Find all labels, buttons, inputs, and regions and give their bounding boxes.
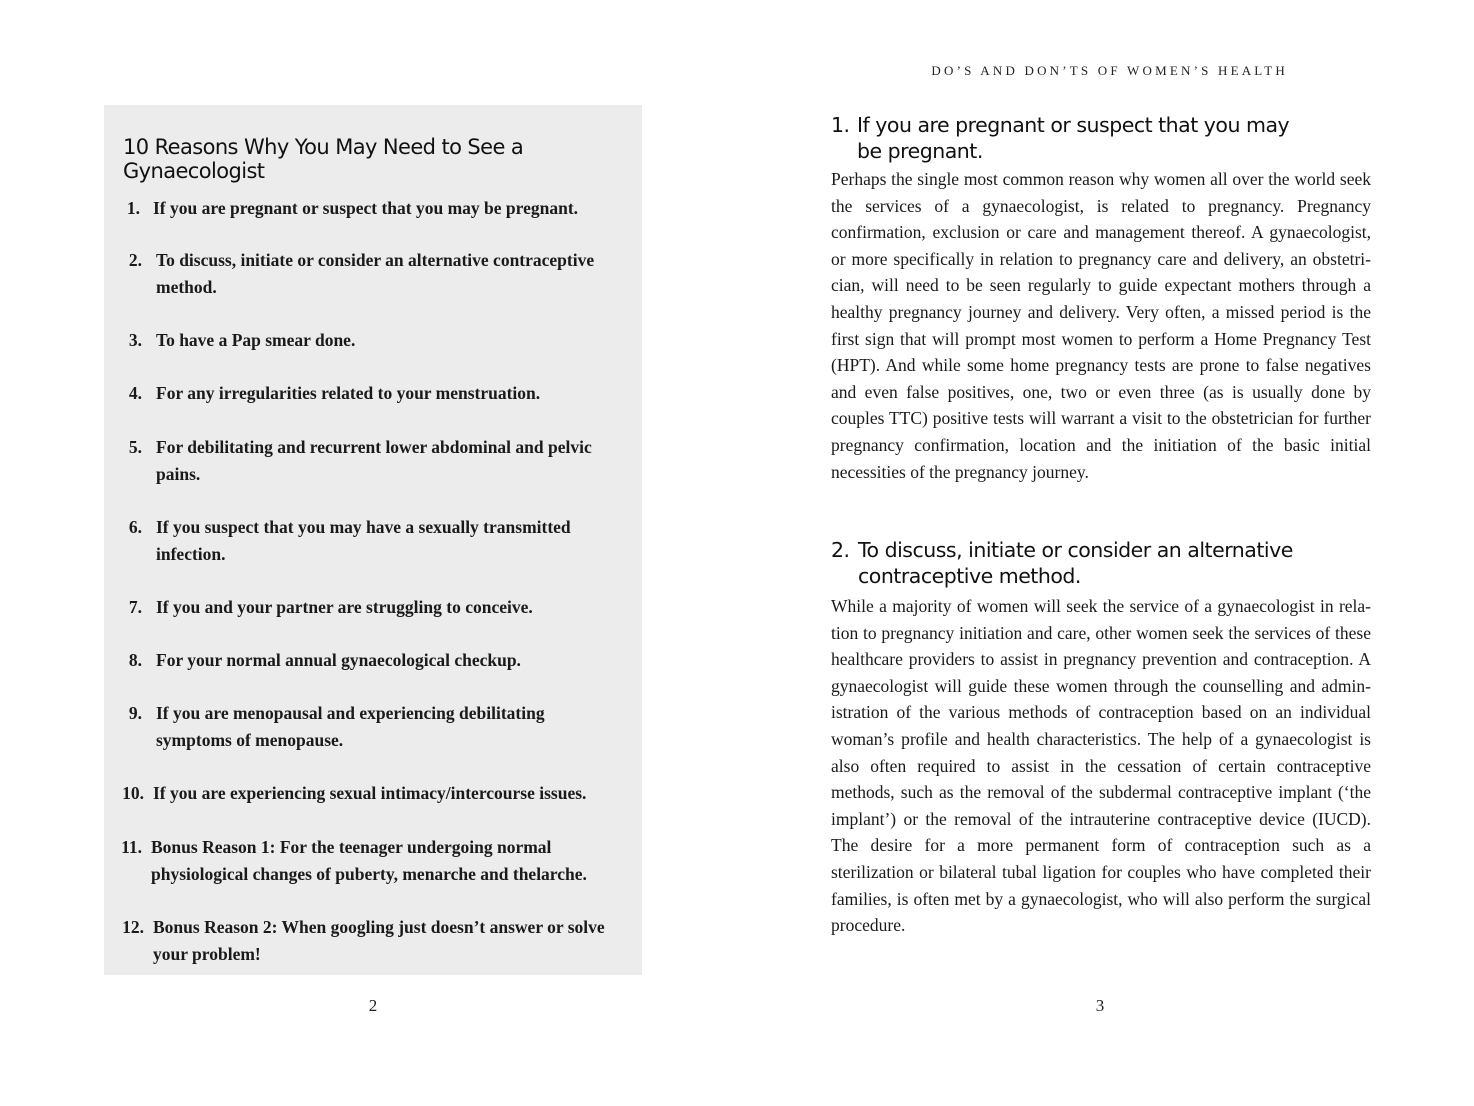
reason-number: 10. — [122, 783, 144, 803]
right-page — [737, 0, 1474, 1106]
reason-number: 3. — [128, 330, 142, 350]
reason-text: If you and your partner are struggling to conceive. — [156, 597, 533, 617]
reason-text: To have a Pap smear done. — [156, 330, 356, 350]
reason-text: For debilitating and recurrent lower abdominal and pelvic pains. — [156, 437, 592, 484]
reason-text: If you are pregnant or suspect that you may be pregnant. — [153, 198, 579, 218]
reason-text: If you are menopausal and experiencing debilitating symptoms of menopause. — [156, 703, 545, 750]
sidebar-title: 10 Reasons Why You May Need to See a Gynaecologist — [123, 135, 524, 183]
section-number: 2. — [831, 538, 850, 562]
reason-number: 4. — [128, 383, 142, 403]
section-heading — [831, 537, 1301, 589]
running-head: DO’S AND DON’TS OF WOMEN’S HEALTH — [931, 63, 1288, 78]
section-body: Perhaps the single most common reason why women all over the world seek the services of a gynaecologist, is related to pregnancy. Pregnancy confirmation, exclusion or care and management thereof. A gynaecologist, or more specifically in relation to pregnancy care and delivery, an obstetrician, will need to be seen regularly to guide expectant mothers through a healthy pregnancy journey and delivery. Very often, a missed period is the first sign that will prompt most women to perform a Home Pregnancy Test (HPT). And while some home pregnancy tests are prone to false negatives and even false positives, one, two or even three (as is usually done by couples TTC) positive tests will warrant a visit to the obstetrician for further pregnancy confirmation, location and the initiation of the basic initial necessities of the pregnancy journey. — [831, 169, 1371, 482]
section-body: While a majority of women will seek the service of a gynaecologist in relation to pregnancy initiation and care, other women seek the services of these healthcare providers to assist in pregnancy prevention and contraception. A gynaecologist will guide these women through the counselling and administration of the various methods of contraception based on an individual woman’s profile and health characteristics. The help of a gynaecologist is also often required to assist in the cessation of certain contraceptive methods, such as the removal of the subdermal contraceptive implant (‘the implant’) or the removal of the intrauterine contraceptive device (IUCD). The desire for a more permanent form of contraception such as a sterilization or bilateral tubal ligation for couples who have completed their families, is often met by a gynaecologist, who will also perform the surgical procedure. — [831, 596, 1371, 936]
reason-number: 8. — [128, 650, 142, 670]
reason-number: 5. — [128, 437, 142, 457]
reason-number: 7. — [128, 597, 142, 617]
page-number: 3 — [1095, 996, 1105, 1015]
reason-number: 12. — [122, 917, 144, 937]
reason-text: Bonus Reason 1: For the teenager undergoing normal physiological changes of puberty, menarche and thelarche. — [151, 837, 587, 884]
reason-number: 2. — [128, 250, 142, 270]
section-heading — [831, 112, 1301, 164]
reason-number: 11. — [121, 837, 142, 857]
reason-number: 1. — [126, 198, 140, 218]
reasons-sidebar-box — [104, 105, 642, 975]
page-number: 2 — [368, 996, 378, 1015]
reason-number: 9. — [128, 703, 142, 723]
reason-text: Bonus Reason 2: When googling just doesn’t answer or solve your problem! — [153, 917, 605, 964]
reason-text: For your normal annual gynaecological checkup. — [156, 650, 521, 670]
reason-text: For any irregularities related to your menstruation. — [156, 383, 541, 403]
section-heading-text: To discuss, initiate or consider an alternative contraceptive method. — [858, 538, 1293, 588]
section-number: 1. — [831, 113, 850, 137]
reason-text: To discuss, initiate or consider an alternative contraceptive method. — [156, 250, 595, 297]
reason-number: 6. — [128, 517, 142, 537]
section-heading-text: If you are pregnant or suspect that you may be pregnant. — [857, 113, 1290, 163]
reason-text: If you suspect that you may have a sexually transmitted infection. — [156, 517, 571, 564]
reason-text: If you are experiencing sexual intimacy/intercourse issues. — [153, 783, 587, 803]
